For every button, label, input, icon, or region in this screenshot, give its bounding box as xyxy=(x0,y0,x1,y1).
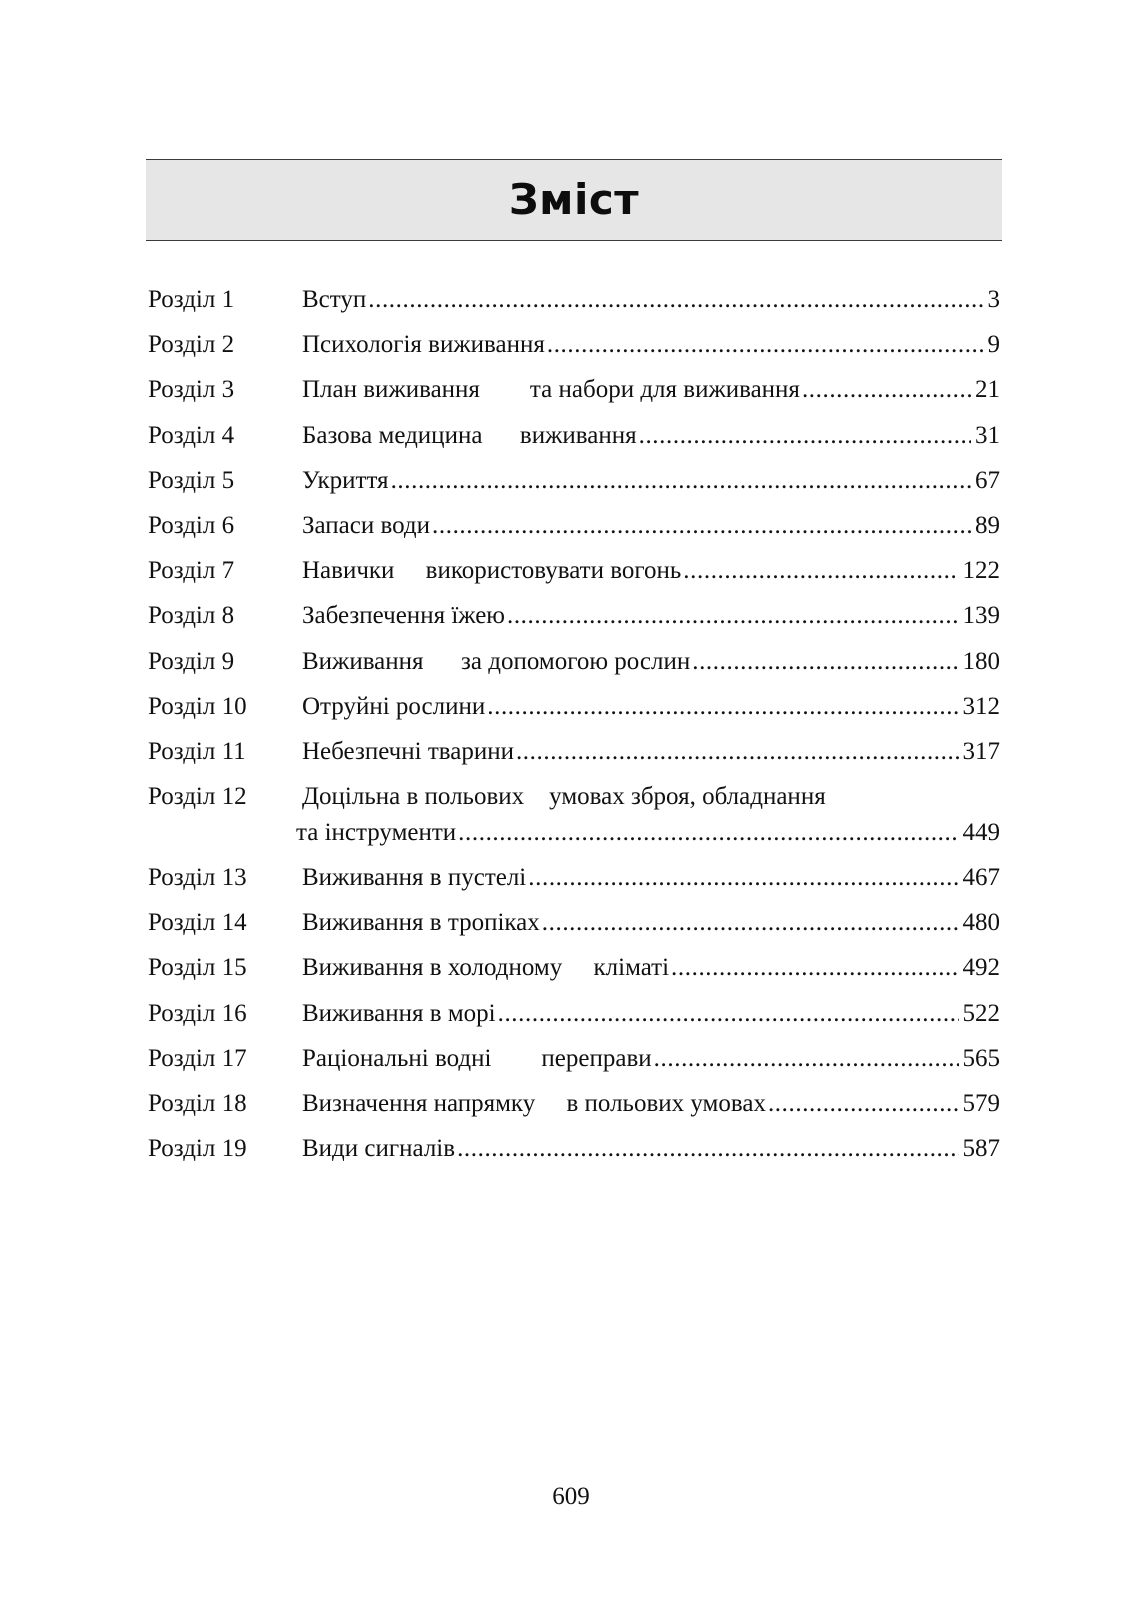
toc-entry-title: Доцільна в польових умовах зброя, обладнання xyxy=(302,783,826,811)
toc-page-number: 139 xyxy=(962,602,1000,630)
toc-entry[interactable] xyxy=(148,1134,1000,1179)
toc-entry-title: Визначення напрямку в польових умовах xyxy=(302,1090,766,1117)
toc-chapter-label: Розділ 16 xyxy=(148,999,247,1027)
toc-page-number: 579 xyxy=(962,1090,1000,1117)
toc-leader-dots xyxy=(368,285,983,315)
toc-chapter-label: Розділ 2 xyxy=(148,331,235,359)
toc-entry-title: Види сигналів xyxy=(302,1135,456,1163)
toc-chapter-label: Розділ 3 xyxy=(148,376,235,404)
table-of-contents xyxy=(148,285,1000,1179)
toc-chapter-label: Розділ 14 xyxy=(148,909,247,937)
toc-entry-title: Вступ xyxy=(302,286,367,313)
toc-chapter-label: Розділ 9 xyxy=(148,647,235,675)
toc-page-number: 480 xyxy=(962,909,1000,937)
toc-page-number: 312 xyxy=(962,692,1000,720)
toc-entry-title: Навички використовувати вогонь xyxy=(302,557,682,585)
toc-entry[interactable] xyxy=(148,737,1000,782)
toc-chapter-label: Розділ 8 xyxy=(148,602,235,630)
toc-entry-title: Психологія виживання xyxy=(302,331,545,359)
toc-chapter-label: Розділ 12 xyxy=(148,783,247,811)
toc-leader-dots xyxy=(768,1089,959,1119)
toc-entry[interactable] xyxy=(148,1044,1000,1089)
toc-entry-title: Раціональні водні переправи xyxy=(302,1044,652,1072)
toc-page-number: 67 xyxy=(975,466,1000,494)
toc-chapter-label: Розділ 13 xyxy=(148,864,247,892)
toc-entry[interactable] xyxy=(148,647,1000,692)
toc-leader-dots xyxy=(542,908,959,938)
toc-leader-dots xyxy=(671,953,958,983)
page-title: Зміст xyxy=(508,175,640,224)
toc-entry[interactable] xyxy=(148,953,1000,998)
toc-page-number: 180 xyxy=(962,647,1000,675)
toc-entry[interactable] xyxy=(148,601,1000,646)
toc-entry[interactable] xyxy=(148,466,1000,511)
toc-leader-dots xyxy=(457,1134,958,1164)
toc-chapter-label: Розділ 5 xyxy=(148,466,235,494)
toc-entry[interactable] xyxy=(148,863,1000,908)
toc-page-number: 21 xyxy=(975,376,1000,404)
toc-entry-title: Укриття xyxy=(302,466,389,494)
toc-entry-title: Запаси води xyxy=(302,511,431,539)
toc-chapter-label: Розділ 18 xyxy=(148,1090,247,1117)
toc-chapter-label: Розділ 1 xyxy=(148,286,235,313)
toc-entry-title: План виживання та набори для виживання xyxy=(302,376,800,404)
toc-chapter-label: Розділ 4 xyxy=(148,421,235,449)
toc-leader-dots xyxy=(683,556,958,586)
toc-leader-dots xyxy=(391,466,971,496)
toc-entry[interactable] xyxy=(148,556,1000,601)
footer-page-number: 609 xyxy=(552,1483,590,1510)
toc-entry-title-continuation: та інструменти xyxy=(296,819,457,847)
toc-leader-dots xyxy=(547,330,984,360)
toc-entry-title: Виживання в холодному кліматі xyxy=(302,954,670,982)
toc-chapter-label: Розділ 10 xyxy=(148,692,247,720)
toc-entry[interactable] xyxy=(148,285,1000,330)
toc-chapter-label: Розділ 6 xyxy=(148,511,235,539)
toc-leader-dots xyxy=(507,601,959,631)
toc-chapter-label: Розділ 11 xyxy=(148,737,246,765)
toc-entry-title: Виживання в тропіках xyxy=(302,909,540,937)
toc-page-number: 449 xyxy=(962,819,1000,847)
toc-entry[interactable] xyxy=(148,330,1000,375)
toc-entry[interactable] xyxy=(148,782,1000,863)
toc-entry-title: Небезпечні тварини xyxy=(302,737,514,765)
toc-entry[interactable] xyxy=(148,1089,1000,1134)
toc-page-number: 31 xyxy=(975,421,1000,449)
toc-page-number: 467 xyxy=(962,864,1000,892)
toc-leader-dots xyxy=(487,692,958,722)
toc-leader-dots xyxy=(498,999,959,1029)
toc-entry-title: Виживання за допомогою рослин xyxy=(302,647,691,675)
title-band xyxy=(146,159,1002,241)
toc-entry-title: Виживання в пустелі xyxy=(302,864,527,892)
toc-entry[interactable] xyxy=(148,375,1000,420)
toc-page-number: 9 xyxy=(987,331,1000,359)
toc-leader-dots xyxy=(528,863,958,893)
toc-entry-title: Базова медицина виживання xyxy=(302,421,637,449)
toc-page-number: 122 xyxy=(962,557,1000,585)
toc-page-number: 3 xyxy=(987,286,1000,313)
toc-leader-dots xyxy=(802,375,971,405)
toc-entry-title: Отруйні рослини xyxy=(302,692,486,720)
toc-entry[interactable] xyxy=(148,511,1000,556)
toc-entry-title: Забезпечення їжею xyxy=(302,602,505,630)
toc-leader-dots xyxy=(654,1044,959,1074)
toc-chapter-label: Розділ 17 xyxy=(148,1044,247,1072)
toc-leader-dots xyxy=(639,421,971,451)
toc-page-number: 317 xyxy=(962,737,1000,765)
toc-leader-dots xyxy=(516,737,959,767)
toc-page-number: 587 xyxy=(962,1135,1000,1163)
toc-chapter-label: Розділ 15 xyxy=(148,954,247,982)
toc-entry[interactable] xyxy=(148,421,1000,466)
toc-page-number: 522 xyxy=(962,999,1000,1027)
toc-chapter-label: Розділ 19 xyxy=(148,1135,247,1163)
toc-page-number: 492 xyxy=(962,954,1000,982)
toc-leader-dots xyxy=(458,818,958,848)
toc-page-number: 89 xyxy=(975,511,1000,539)
toc-chapter-label: Розділ 7 xyxy=(148,557,235,585)
toc-leader-dots xyxy=(692,647,958,677)
toc-leader-dots xyxy=(432,511,971,541)
toc-entry[interactable] xyxy=(148,999,1000,1044)
toc-entry[interactable] xyxy=(148,908,1000,953)
toc-entry[interactable] xyxy=(148,692,1000,737)
toc-page-number: 565 xyxy=(962,1044,1000,1072)
toc-entry-title: Виживання в морі xyxy=(302,999,496,1027)
